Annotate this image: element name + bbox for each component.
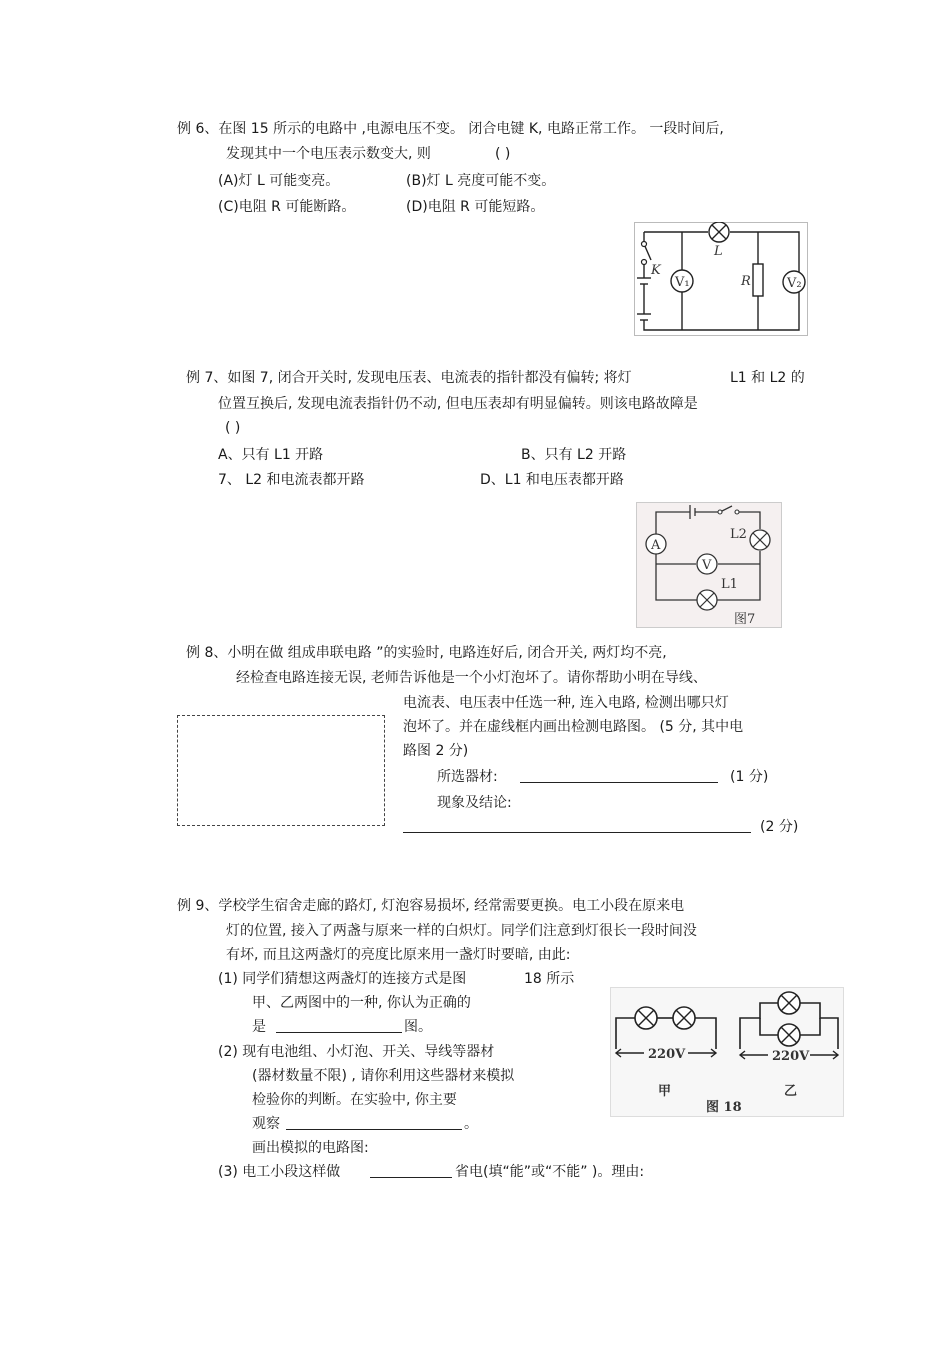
q9-part2-line3: 检验你的判断。在实验中, 你主要 <box>252 1092 457 1108</box>
q7-fig-v-label: V <box>702 558 712 573</box>
q8-equipment-blank[interactable] <box>520 768 718 788</box>
q6-fig-k-label: K <box>651 263 661 278</box>
q7-line2: 位置互换后, 发现电流表指针仍不动, 但电压表却有明显偏转。则该电路故障是 <box>218 396 698 412</box>
q7-circuit-figure <box>636 502 782 628</box>
q9-part2-blank[interactable] <box>286 1115 462 1135</box>
q8-line3: 电流表、电压表中任选一种, 连入电路, 检测出哪只灯 <box>403 695 729 711</box>
q9-fig-caption: 图 18 <box>706 1100 742 1115</box>
q8-drawing-box[interactable] <box>177 715 385 826</box>
q9-part2-line4-prefix: 观察 <box>252 1116 280 1132</box>
q7-fig-l1-label: L1 <box>721 577 738 592</box>
q9-part3-prefix: (3) 电工小段这样做 <box>218 1164 341 1180</box>
q7-option-a: A、只有 L1 开路 <box>218 447 324 463</box>
q6-line2: 发现其中一个电压表示数变大, 则 <box>226 146 431 162</box>
q9-part1-line3-suffix: 图。 <box>404 1019 432 1035</box>
q6-paren: ( ) <box>495 146 511 162</box>
q9-fig-jia-voltage: 220V <box>648 1047 686 1062</box>
q7-line1-end: L1 和 L2 的 <box>730 370 805 386</box>
q8-equipment-score: (1 分) <box>730 769 769 785</box>
q9-part1-line1: (1) 同学们猜想这两盏灯的连接方式是图 <box>218 971 467 987</box>
q8-phenomenon-label: 现象及结论: <box>437 795 512 811</box>
q6-option-d: (D)电阻 R 可能短路。 <box>406 199 545 215</box>
q8-line4: 泡坏了。并在虚线框内画出检测电路图。 (5 分, 其中电 <box>403 719 744 735</box>
q9-fig-yi-voltage: 220V <box>772 1049 810 1064</box>
q9-fig-jia-label: 甲 <box>658 1084 672 1099</box>
q9-line1: 例 9、学校学生宿舍走廊的路灯, 灯泡容易损坏, 经常需要更换。电工小段在原来电 <box>177 898 685 914</box>
q7-fig-a-label: A <box>651 538 661 553</box>
q6-circuit-figure <box>634 222 808 336</box>
q9-part1-line2: 甲、乙两图中的一种, 你认为正确的 <box>252 995 471 1011</box>
q9-part2-line2: (器材数量不限) , 请你利用这些器材来模拟 <box>252 1068 515 1084</box>
q6-option-b: (B)灯 L 亮度可能不变。 <box>406 173 556 189</box>
q8-phenomenon-blank[interactable] <box>403 818 751 838</box>
q9-part2-line4-suffix: 。 <box>464 1116 478 1132</box>
q8-line2: 经检查电路连接无误, 老师告诉他是一个小灯泡坏了。请你帮助小明在导线、 <box>236 670 707 686</box>
q9-part1-line1-end: 18 所示 <box>524 971 575 987</box>
q6-fig-r-label: R <box>741 274 751 289</box>
q7-fig-caption: 图7 <box>734 612 756 627</box>
q8-line5: 路图 2 分) <box>403 743 469 759</box>
q9-part2-line5: 画出模拟的电路图: <box>252 1140 369 1156</box>
q9-line3: 有坏, 而且这两盏灯的亮度比原来用一盏灯时要暗, 由此: <box>226 947 571 963</box>
q9-part1-line3-prefix: 是 <box>252 1019 266 1035</box>
q7-option-c: 7、 L2 和电流表都开路 <box>218 472 365 488</box>
q9-fig-yi-label: 乙 <box>784 1084 798 1099</box>
q9-part1-blank[interactable] <box>276 1018 402 1038</box>
q8-equipment-label: 所选器材: <box>437 769 498 785</box>
q8-phenomenon-score: (2 分) <box>760 819 799 835</box>
q7-paren: ( ) <box>225 420 241 436</box>
q6-line1: 例 6、在图 15 所示的电路中 ,电源电压不变。 闭合电键 K, 电路正常工作。 一段时间后, <box>177 121 724 137</box>
q6-fig-l-label: L <box>714 244 723 259</box>
q9-circuit-figure <box>610 987 844 1117</box>
q6-option-c: (C)电阻 R 可能断路。 <box>218 199 356 215</box>
q7-line1: 例 7、如图 7, 闭合开关时, 发现电压表、电流表的指针都没有偏转; 将灯 <box>186 370 632 386</box>
q7-fig-l2-label: L2 <box>730 527 747 542</box>
q7-option-d: D、L1 和电压表都开路 <box>480 472 624 488</box>
q9-part2-line1: (2) 现有电池组、小灯泡、开关、导线等器材 <box>218 1044 495 1060</box>
q9-part3-suffix: 省电(填“能”或“不能” )。理由: <box>455 1164 645 1180</box>
q6-option-a: (A)灯 L 可能变亮。 <box>218 173 340 189</box>
q6-fig-v1-label: V₁ <box>675 275 690 290</box>
q9-line2: 灯的位置, 接入了两盏与原来一样的白炽灯。同学们注意到灯很长一段时间没 <box>226 923 697 939</box>
q7-option-b: B、只有 L2 开路 <box>521 447 627 463</box>
q9-part3-blank[interactable] <box>370 1163 452 1183</box>
q8-line1: 例 8、小明在做 组成串联电路 ”的实验时, 电路连好后, 闭合开关, 两灯均不亮, <box>186 645 667 661</box>
q6-fig-v2-label: V₂ <box>787 276 802 291</box>
